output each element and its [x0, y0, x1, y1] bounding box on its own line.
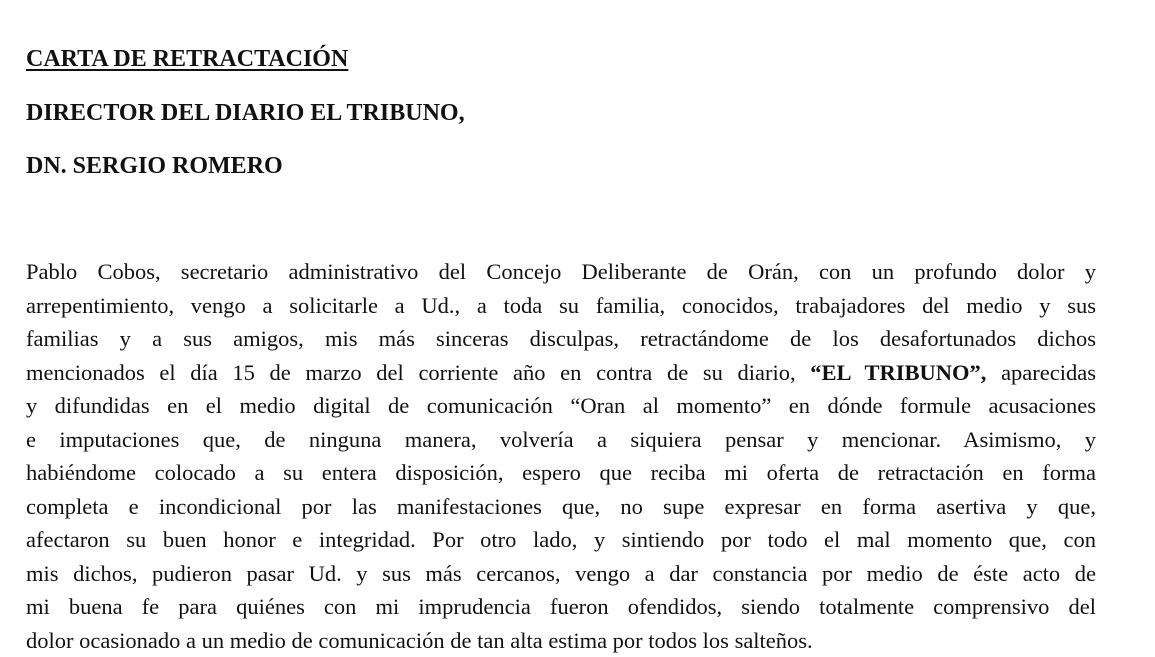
body-line: mi buena fe para quiénes con mi imprudencia fueron ofendidos, siendo totalmente comprensivo del — [26, 590, 1096, 624]
body-line-with-newspaper-name — [26, 356, 1096, 390]
body-line: Pablo Cobos, secretario administrativo del Concejo Deliberante de Orán, con un profundo dolor y — [26, 255, 1096, 289]
body-line: dolor ocasionado a un medio de comunicación de tan alta estima por todos los salteños. — [26, 624, 1096, 657]
letter-body — [26, 255, 1096, 657]
body-text-segment: mencionados el día 15 de marzo del corriente año en contra de su diario, — [26, 360, 810, 385]
newspaper-name: “EL TRIBUNO”, — [810, 360, 986, 385]
body-text-segment: aparecidas — [986, 360, 1096, 385]
body-line: arrepentimiento, vengo a solicitarle a Ud., a toda su familia, conocidos, trabajadores del medio y sus — [26, 289, 1096, 323]
body-line: e imputaciones que, de ninguna manera, volvería a siquiera pensar y mencionar. Asimismo, y — [26, 423, 1096, 457]
body-line: completa e incondicional por las manifestaciones que, no supe expresar en forma asertiva y que, — [26, 490, 1096, 524]
body-line: habiéndome colocado a su entera disposición, espero que reciba mi oferta de retractación en forma — [26, 456, 1096, 490]
body-line: familias y a sus amigos, mis más sinceras disculpas, retractándome de los desafortunados dichos — [26, 322, 1096, 356]
body-line: afectaron su buen honor e integridad. Por otro lado, y sintiendo por todo el mal momento que, con — [26, 523, 1096, 557]
letter-title: CARTA DE RETRACTACIÓN — [26, 45, 348, 73]
addressee-line: DIRECTOR DEL DIARIO EL TRIBUNO, — [26, 99, 465, 127]
recipient-name: DN. SERGIO ROMERO — [26, 152, 283, 180]
body-line: mis dichos, pudieron pasar Ud. y sus más cercanos, vengo a dar constancia por medio de éste acto de — [26, 557, 1096, 591]
body-line: y difundidas en el medio digital de comunicación “Oran al momento” en dónde formule acusaciones — [26, 389, 1096, 423]
